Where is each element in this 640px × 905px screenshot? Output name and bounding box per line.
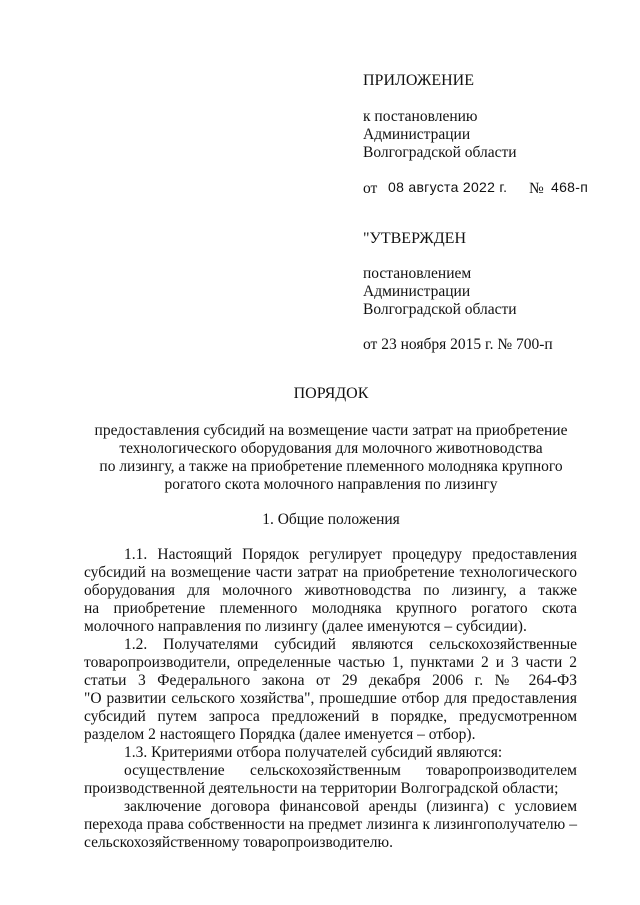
paragraph-1-2-line-4: "О развитии сельского хозяйства", прошедшие отбор для предоставления <box>84 690 577 707</box>
appendix-date-value: 08 августа 2022 г. <box>388 179 508 195</box>
paragraph-1-1-line-1: 1.1. Настоящий Порядок регулирует процедуру предоставления <box>124 546 577 563</box>
paragraph-1-2-line-3: статьи 3 Федерального закона от 29 декабря 2006 г. № 264-ФЗ <box>84 672 577 689</box>
order-title: ПОРЯДОК <box>293 385 369 402</box>
paragraph-1-1-line-3: оборудования для молочного животноводства по лизингу, а также <box>84 582 577 599</box>
paragraph-1-1-line-2: субсидий на возмещение части затрат на приобретение технологического <box>84 564 577 581</box>
paragraph-1-1-line-4: на приобретение племенного молодняка крупного рогатого скота <box>84 600 577 617</box>
appendix-line-2: Администрации <box>363 126 471 143</box>
appendix-number-prefix: № <box>529 180 544 197</box>
order-subtitle-line-3: по лизингу, а также на приобретение племенного молодняка крупного <box>99 458 563 475</box>
criterion-1-line-1: осуществление сельскохозяйственным товаропроизводителем <box>124 762 577 779</box>
paragraph-1-2-line-5: субсидий путем запроса предложений в порядке, предусмотренном <box>84 708 577 725</box>
criterion-2-line-2: перехода права собственности на предмет лизинга к лизингополучателю – <box>84 816 577 833</box>
criterion-2-line-1: заключение договора финансовой аренды (лизинга) с условием <box>124 798 577 815</box>
appendix-number-value: 468-п <box>551 179 589 195</box>
order-subtitle-line-1: предоставления субсидий на возмещение части затрат на приобретение <box>94 422 568 439</box>
paragraph-1-2-line-2: товаропроизводители, определенные частью 1, пунктами 2 и 3 части 2 <box>84 654 577 671</box>
appendix-title: ПРИЛОЖЕНИЕ <box>363 72 475 89</box>
order-subtitle-line-4: рогатого скота молочного направления по лизингу <box>164 476 498 493</box>
section-title: 1. Общие положения <box>262 511 400 528</box>
paragraph-1-2-line-6: разделом 2 настоящего Порядка (далее именуется – отбор). <box>84 726 476 743</box>
appendix-line-3: Волгоградской области <box>363 144 517 161</box>
paragraph-1-3: 1.3. Критериями отбора получателей субсидий являются: <box>124 744 503 761</box>
approved-line-2: Администрации <box>363 283 471 300</box>
paragraph-1-1-line-5: молочного направления по лизингу (далее именуются – субсидии). <box>84 618 527 635</box>
order-subtitle-line-2: технологического оборудования для молочного животноводства <box>119 440 543 457</box>
paragraph-1-2-line-1: 1.2. Получателями субсидий являются сельскохозяйственные <box>124 636 577 653</box>
appendix-date-prefix: от <box>363 180 378 197</box>
approved-line-1: постановлением <box>363 265 472 282</box>
criterion-2-line-3: сельскохозяйственному товаропроизводителю. <box>84 834 394 851</box>
approved-line-3: Волгоградской области <box>363 301 517 318</box>
appendix-line-1: к постановлению <box>363 108 478 125</box>
approved-title: "УТВЕРЖДЕН <box>363 230 466 247</box>
criterion-1-line-2: производственной деятельности на территории Волгоградской области; <box>84 780 559 797</box>
approved-date-line: от 23 ноября 2015 г. № 700-п <box>363 336 553 353</box>
